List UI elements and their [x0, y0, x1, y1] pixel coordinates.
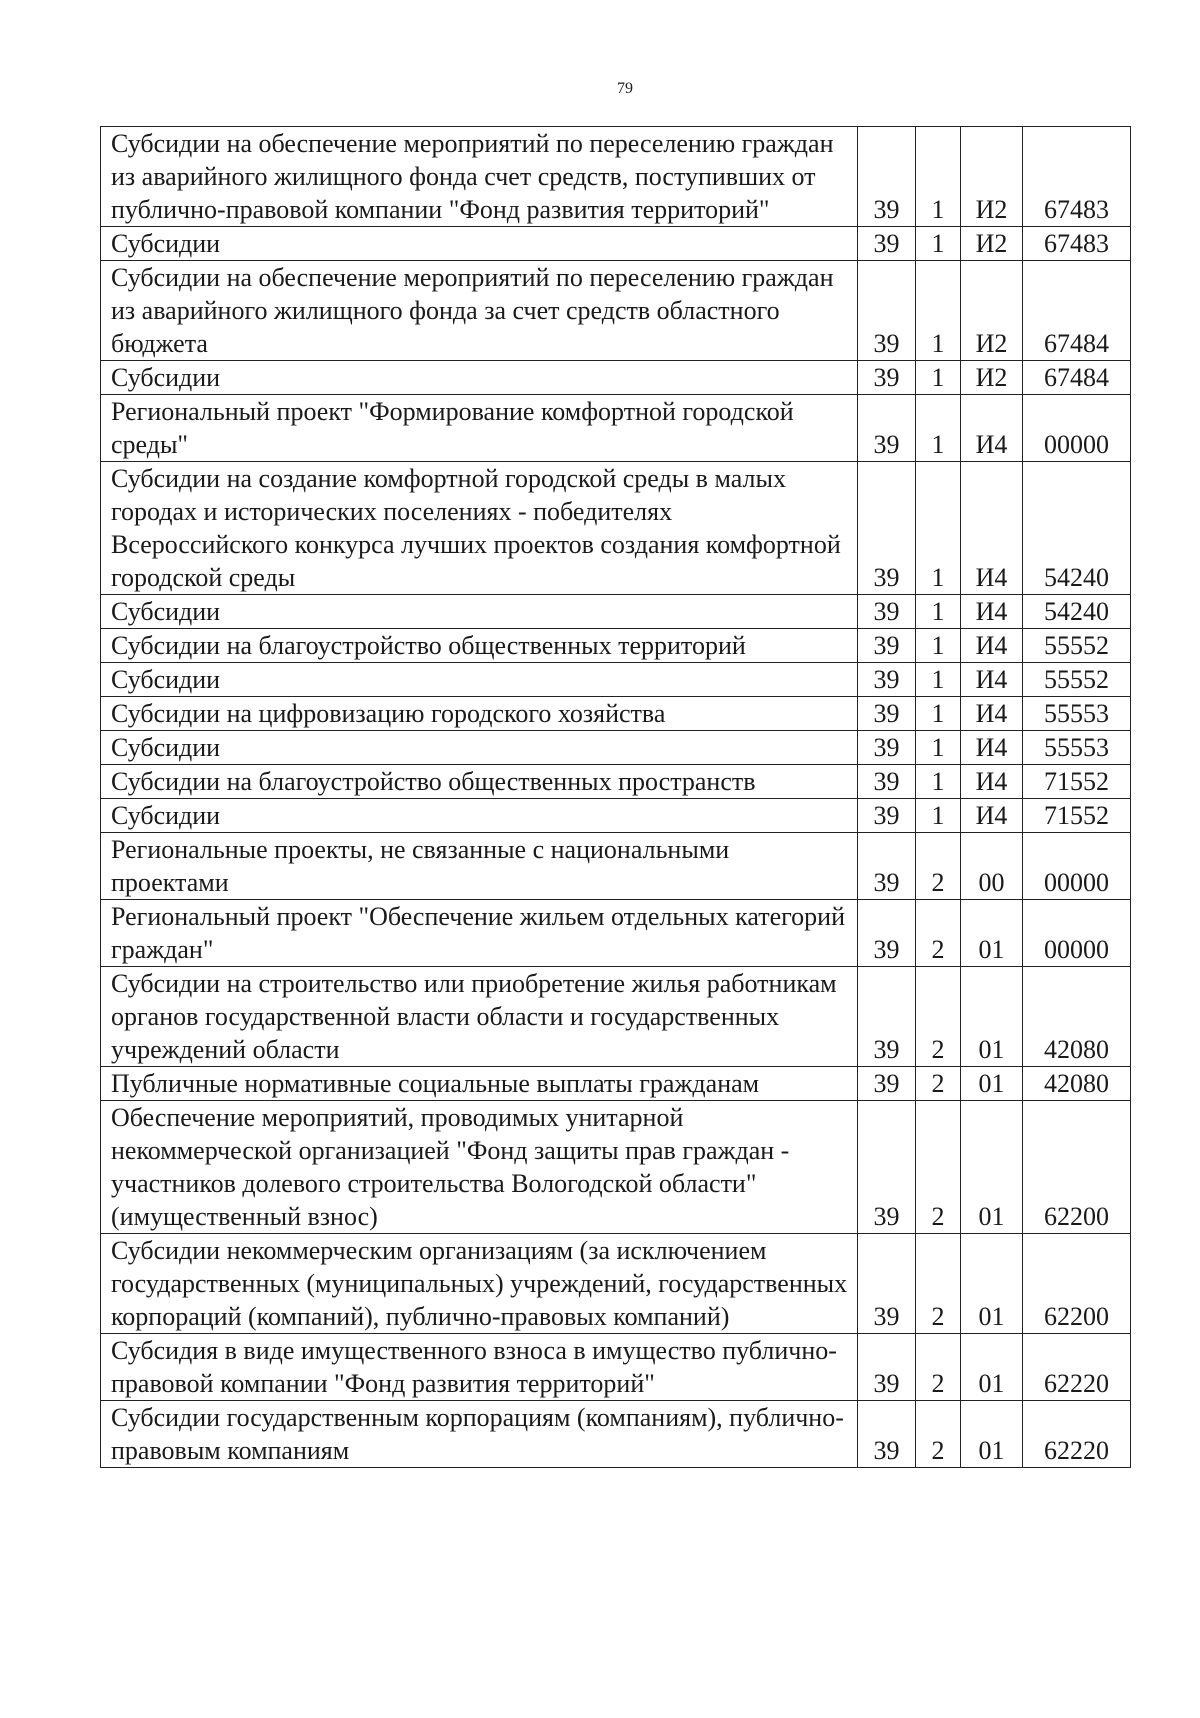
expense-name-cell: Субсидии [101, 361, 858, 395]
expense-name-cell: Субсидии на обеспечение мероприятий по переселению граждан из аварийного жилищного фонда за счет средств областного бюджета [101, 261, 858, 361]
expense-name-cell: Обеспечение мероприятий, проводимых унитарной некоммерческой организацией "Фонд защиты прав граждан - участников долевого строительства Вологодской области" (имущественный взнос) [101, 1101, 858, 1234]
code-part-2-cell: 1 [916, 765, 961, 799]
page-number: 79 [617, 80, 633, 97]
code-part-4-cell: 55552 [1023, 663, 1131, 697]
code-part-3-cell: 01 [961, 1234, 1023, 1334]
code-part-2-cell: 2 [916, 900, 961, 967]
code-part-4-cell: 00000 [1023, 833, 1131, 900]
code-part-1-cell: 39 [858, 1101, 916, 1234]
table-row [101, 663, 1131, 697]
table-row [101, 1101, 1131, 1234]
code-part-1-cell: 39 [858, 227, 916, 261]
code-part-3-cell: И2 [961, 227, 1023, 261]
table-row [101, 765, 1131, 799]
code-part-4-cell: 00000 [1023, 395, 1131, 462]
expense-name-cell: Субсидии [101, 227, 858, 261]
code-part-3-cell: И4 [961, 697, 1023, 731]
code-part-2-cell: 2 [916, 1067, 961, 1101]
budget-classification-table [100, 126, 1131, 1468]
expense-name-cell: Субсидии на благоустройство общественных территорий [101, 629, 858, 663]
code-part-2-cell: 1 [916, 361, 961, 395]
code-part-3-cell: 00 [961, 833, 1023, 900]
code-part-1-cell: 39 [858, 731, 916, 765]
code-part-1-cell: 39 [858, 799, 916, 833]
code-part-3-cell: И2 [961, 127, 1023, 227]
expense-name-cell: Субсидии государственным корпорациям (компаниям), публично-правовым компаниям [101, 1401, 858, 1468]
code-part-4-cell: 54240 [1023, 595, 1131, 629]
table-row [101, 799, 1131, 833]
code-part-4-cell: 62220 [1023, 1401, 1131, 1468]
table-row [101, 395, 1131, 462]
code-part-3-cell: И4 [961, 462, 1023, 595]
expense-name-cell: Региональные проекты, не связанные с национальными проектами [101, 833, 858, 900]
expense-name-cell: Субсидии [101, 595, 858, 629]
code-part-1-cell: 39 [858, 127, 916, 227]
code-part-1-cell: 39 [858, 261, 916, 361]
code-part-4-cell: 67483 [1023, 227, 1131, 261]
code-part-1-cell: 39 [858, 595, 916, 629]
code-part-4-cell: 62200 [1023, 1234, 1131, 1334]
code-part-2-cell: 1 [916, 697, 961, 731]
code-part-4-cell: 67484 [1023, 261, 1131, 361]
code-part-4-cell: 67484 [1023, 361, 1131, 395]
table-row [101, 1234, 1131, 1334]
table-row [101, 1334, 1131, 1401]
code-part-2-cell: 2 [916, 1334, 961, 1401]
code-part-4-cell: 62200 [1023, 1101, 1131, 1234]
code-part-3-cell: 01 [961, 1067, 1023, 1101]
table-row [101, 462, 1131, 595]
table-row [101, 629, 1131, 663]
table-row [101, 1067, 1131, 1101]
table-row [101, 227, 1131, 261]
expense-name-cell: Субсидии [101, 663, 858, 697]
code-part-4-cell: 54240 [1023, 462, 1131, 595]
code-part-3-cell: И4 [961, 395, 1023, 462]
code-part-2-cell: 1 [916, 731, 961, 765]
code-part-1-cell: 39 [858, 462, 916, 595]
expense-name-cell: Субсидии на строительство или приобретение жилья работникам органов государственной власти области и государственных учреждений области [101, 967, 858, 1067]
code-part-4-cell: 55553 [1023, 731, 1131, 765]
table-row [101, 967, 1131, 1067]
code-part-1-cell: 39 [858, 395, 916, 462]
code-part-3-cell: И4 [961, 595, 1023, 629]
code-part-1-cell: 39 [858, 663, 916, 697]
expense-name-cell: Публичные нормативные социальные выплаты гражданам [101, 1067, 858, 1101]
table-row [101, 361, 1131, 395]
code-part-1-cell: 39 [858, 1067, 916, 1101]
code-part-1-cell: 39 [858, 1334, 916, 1401]
code-part-3-cell: 01 [961, 900, 1023, 967]
code-part-4-cell: 42080 [1023, 1067, 1131, 1101]
expense-name-cell: Региональный проект "Обеспечение жильем отдельных категорий граждан" [101, 900, 858, 967]
code-part-2-cell: 2 [916, 967, 961, 1067]
code-part-1-cell: 39 [858, 1234, 916, 1334]
table-row [101, 1401, 1131, 1468]
code-part-2-cell: 2 [916, 833, 961, 900]
table-body [101, 127, 1131, 1468]
expense-name-cell: Субсидии некоммерческим организациям (за исключением государственных (муниципальных) учреждений, государственных корпораций (компаний), публично-правовых компаний) [101, 1234, 858, 1334]
code-part-2-cell: 1 [916, 663, 961, 697]
code-part-3-cell: И4 [961, 629, 1023, 663]
code-part-3-cell: И4 [961, 731, 1023, 765]
code-part-3-cell: 01 [961, 967, 1023, 1067]
code-part-2-cell: 1 [916, 462, 961, 595]
code-part-1-cell: 39 [858, 361, 916, 395]
code-part-2-cell: 2 [916, 1234, 961, 1334]
code-part-2-cell: 1 [916, 595, 961, 629]
table-row [101, 697, 1131, 731]
code-part-3-cell: 01 [961, 1401, 1023, 1468]
code-part-4-cell: 55553 [1023, 697, 1131, 731]
expense-name-cell: Субсидии [101, 731, 858, 765]
code-part-1-cell: 39 [858, 629, 916, 663]
code-part-2-cell: 1 [916, 261, 961, 361]
code-part-2-cell: 1 [916, 799, 961, 833]
code-part-1-cell: 39 [858, 967, 916, 1067]
expense-name-cell: Субсидии на обеспечение мероприятий по переселению граждан из аварийного жилищного фонда счет средств, поступивших от публично-правовой компании "Фонд развития территорий" [101, 127, 858, 227]
code-part-4-cell: 62220 [1023, 1334, 1131, 1401]
code-part-3-cell: И2 [961, 361, 1023, 395]
table-row [101, 595, 1131, 629]
code-part-4-cell: 55552 [1023, 629, 1131, 663]
code-part-2-cell: 2 [916, 1401, 961, 1468]
code-part-2-cell: 1 [916, 227, 961, 261]
code-part-3-cell: 01 [961, 1101, 1023, 1234]
expense-name-cell: Субсидии на создание комфортной городской среды в малых городах и исторических поселениях - победителях Всероссийского конкурса лучших проектов создания комфортной городской среды [101, 462, 858, 595]
expense-name-cell: Региональный проект "Формирование комфортной городской среды" [101, 395, 858, 462]
code-part-4-cell: 67483 [1023, 127, 1131, 227]
table-row [101, 833, 1131, 900]
table-row [101, 731, 1131, 765]
code-part-3-cell: И4 [961, 765, 1023, 799]
table-row [101, 900, 1131, 967]
code-part-1-cell: 39 [858, 1401, 916, 1468]
code-part-4-cell: 42080 [1023, 967, 1131, 1067]
table-row [101, 127, 1131, 227]
code-part-3-cell: И4 [961, 663, 1023, 697]
code-part-3-cell: И2 [961, 261, 1023, 361]
table-row [101, 261, 1131, 361]
code-part-2-cell: 2 [916, 1101, 961, 1234]
code-part-2-cell: 1 [916, 127, 961, 227]
code-part-2-cell: 1 [916, 629, 961, 663]
code-part-4-cell: 71552 [1023, 765, 1131, 799]
expense-name-cell: Субсидии на цифровизацию городского хозяйства [101, 697, 858, 731]
code-part-3-cell: 01 [961, 1334, 1023, 1401]
code-part-1-cell: 39 [858, 900, 916, 967]
code-part-1-cell: 39 [858, 765, 916, 799]
expense-name-cell: Субсидия в виде имущественного взноса в имущество публично-правовой компании "Фонд развития территорий" [101, 1334, 858, 1401]
code-part-4-cell: 71552 [1023, 799, 1131, 833]
expense-name-cell: Субсидии [101, 799, 858, 833]
expense-name-cell: Субсидии на благоустройство общественных пространств [101, 765, 858, 799]
code-part-4-cell: 00000 [1023, 900, 1131, 967]
code-part-2-cell: 1 [916, 395, 961, 462]
code-part-1-cell: 39 [858, 833, 916, 900]
code-part-3-cell: И4 [961, 799, 1023, 833]
code-part-1-cell: 39 [858, 697, 916, 731]
